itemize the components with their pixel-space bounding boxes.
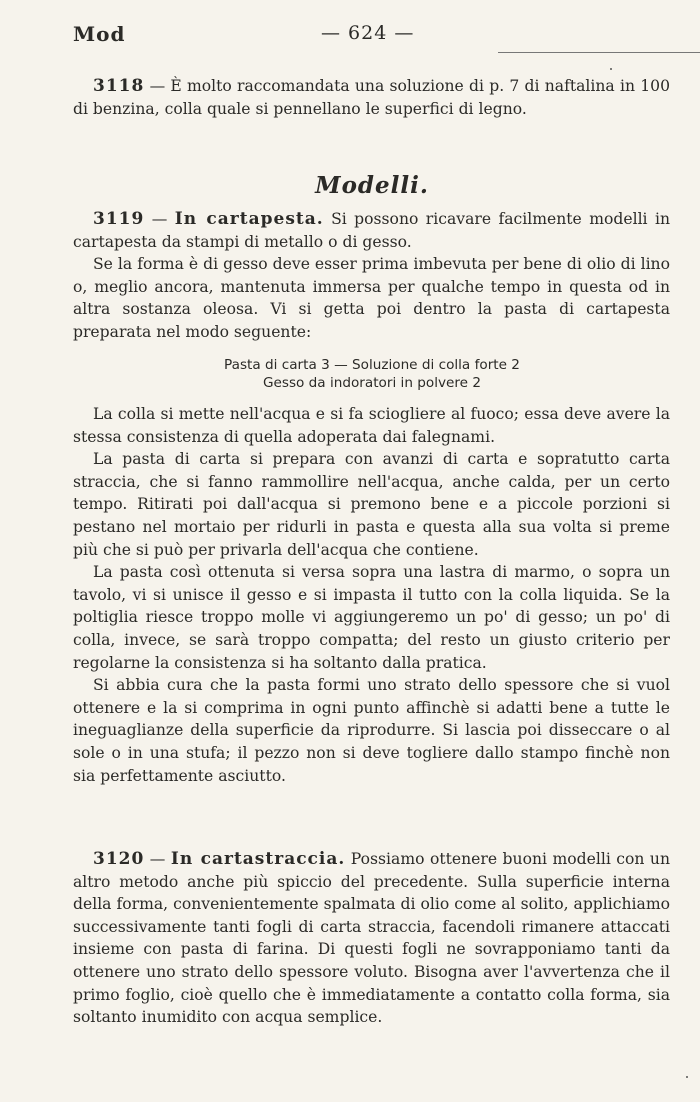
entry-number: 3118 — [93, 76, 145, 96]
paragraph: La colla si mette nell'acqua e si fa sciogliere al fuoco; essa deve avere la stessa consistenza di quella adoperata dai falegnami. — [73, 405, 670, 446]
entry-number: 3119 — [93, 209, 145, 229]
entry-subtitle: In cartastraccia. — [170, 849, 346, 869]
section-title: Modelli. — [315, 172, 429, 199]
header-rule — [498, 52, 700, 53]
formula-line: Gesso da indoratori in polvere 2 — [262, 374, 482, 391]
entry-3119-paragraph — [73, 208, 670, 253]
entry-text: — È molto raccomandata una soluzione di p. 7 di naftalina in 100 di benzina, colla quale si pennellano le superfici di legno. — [73, 77, 670, 118]
print-speck — [610, 68, 612, 70]
formula-line: Pasta di carta 3 — Soluzione di colla forte 2 — [224, 357, 520, 373]
entry-3120-paragraph — [73, 848, 670, 1029]
entry-text: Possiamo ottenere buoni modelli con un altro metodo anche più spiccio del precedente. Sulla superficie interna della forma, convenientemente spalmata di olio come al solito, applichiamo successivamente tanti fogli di carta straccia, facendoli rimanere attaccati insieme con pasta di farina. Di questi fogli ne sovrapponiamo tanti da ottenere uno strato dello spessore voluto. Bisogna aver l'avvertenza che il primo foglio, cioè quello che è immediatamente a contatto colla forma, sia soltanto inumidito con acqua semplice. — [73, 850, 670, 1027]
recipe-formula — [150, 357, 594, 392]
running-head: Mod — [73, 22, 126, 46]
paragraph: La pasta così ottenuta si versa sopra una lastra di marmo, o sopra un tavolo, vi si unisce il gesso e si impasta il tutto con la colla liquida. Se la poltiglia riesce troppo molle vi aggiungeremo un po' di gesso; un po' di colla, invece, se sarà troppo compatta; del resto un giusto criterio per regolarne la consistenza si ha soltanto dalla pratica. — [73, 563, 670, 672]
entry-3118 — [73, 75, 670, 120]
print-speck — [686, 1076, 688, 1078]
paragraph: Se la forma è di gesso deve esser prima imbevuta per bene di olio di lino o, meglio ancora, mantenuta immersa per qualche tempo in questa od in altra sostanza oleosa. Vi si getta poi dentro la pasta di cartapesta preparata nel modo seguente: — [73, 255, 670, 341]
entry-3119 — [73, 208, 670, 344]
entry-3119-continued — [73, 403, 670, 787]
entry-dash: — — [144, 850, 171, 868]
page-number: — 624 — — [321, 22, 415, 44]
page-header — [73, 22, 670, 52]
entry-subtitle: In cartapesta. — [174, 209, 324, 229]
entry-number: 3120 — [93, 849, 145, 869]
entry-text: Si possono ricavare facilmente modelli in cartapesta da stampi di metallo o di gesso. — [73, 210, 670, 251]
paragraph: La pasta di carta si prepara con avanzi di carta e sopratutto carta straccia, che si fanno rammollire nell'acqua, anche calda, per un certo tempo. Ritirati poi dall'acqua si premono bene e a piccole porzioni si pestano nel mortaio per ridurli in pasta e questa alla sua volta si preme più che si può per privarla dell'acqua che contiene. — [73, 450, 670, 559]
paragraph: Si abbia cura che la pasta formi uno strato dello spessore che si vuol ottenere e la si comprima in ogni punto affinchè si adatti bene a tutte le ineguaglianze della superficie da riprodurre. Si lascia poi disseccare o al sole o in una stufa; il pezzo non si deve togliere dallo stampo finchè non sia perfettamente asciutto. — [73, 676, 670, 785]
entry-3118-paragraph — [73, 75, 670, 120]
entry-3120 — [73, 848, 670, 1029]
entry-dash: — — [144, 210, 175, 228]
